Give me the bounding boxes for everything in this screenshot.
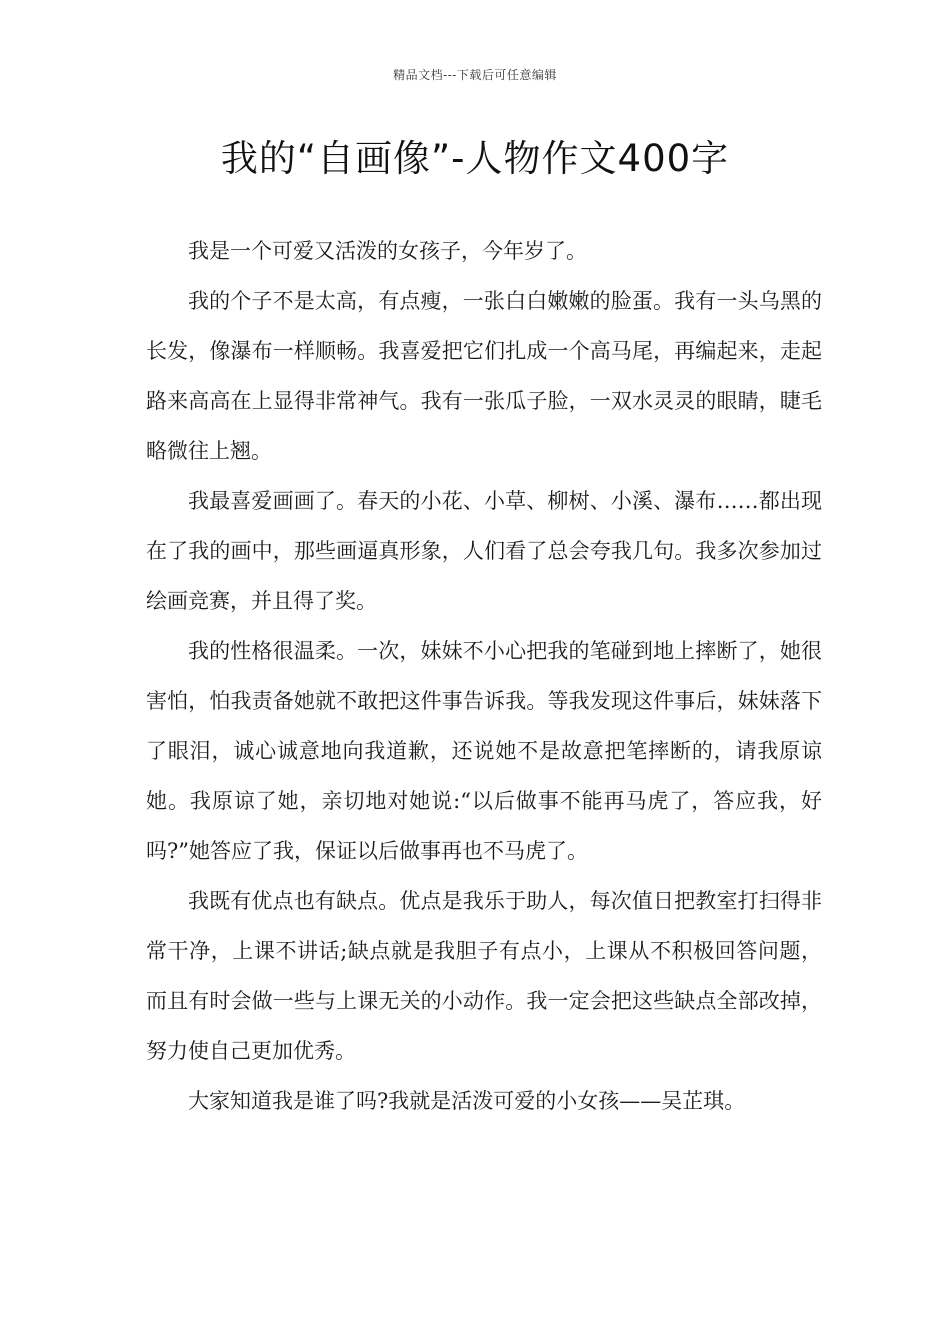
document-title: 我的“自画像”-人物作文400字 xyxy=(220,137,730,180)
paragraph: 我既有优点也有缺点。优点是我乐于助人，每次值日把教室打扫得非常干净，上课不讲话;缺点就是我胆子有点小，上课从不积极回答问题，而且有时会做一些与上课无关的小动作。我一定会把这些缺点全部改掉，努力使自己更加优秀。 xyxy=(146,889,822,1063)
paragraph: 我是一个可爱又活泼的女孩子，今年岁了。 xyxy=(188,239,587,263)
paragraph: 我的个子不是太高，有点瘦，一张白白嫩嫩的脸蛋。我有一头乌黑的长发，像瀑布一样顺畅。我喜爱把它们扎成一个高马尾，再编起来，走起路来高高在上显得非常神气。我有一张瓜子脸，一双水灵灵的眼睛，睫毛略微往上翘。 xyxy=(146,289,822,463)
paragraph: 大家知道我是谁了吗?我就是活泼可爱的小女孩——吴芷琪。 xyxy=(188,1089,746,1113)
paragraph: 我最喜爱画画了。春天的小花、小草、柳树、小溪、瀑布……都出现在了我的画中，那些画逼真形象，人们看了总会夸我几句。我多次参加过绘画竞赛，并且得了奖。 xyxy=(146,489,822,613)
document-body xyxy=(146,226,822,1126)
header-note: 精品文档---下载后可任意编辑 xyxy=(393,68,557,82)
paragraph: 我的性格很温柔。一次，妹妹不小心把我的笔碰到地上摔断了，她很害怕，怕我责备她就不敢把这件事告诉我。等我发现这件事后，妹妹落下了眼泪，诚心诚意地向我道歉，还说她不是故意把笔摔断的，请我原谅她。我原谅了她，亲切地对她说:“以后做事不能再马虎了，答应我，好吗?”她答应了我，保证以后做事再也不马虎了。 xyxy=(146,639,822,863)
